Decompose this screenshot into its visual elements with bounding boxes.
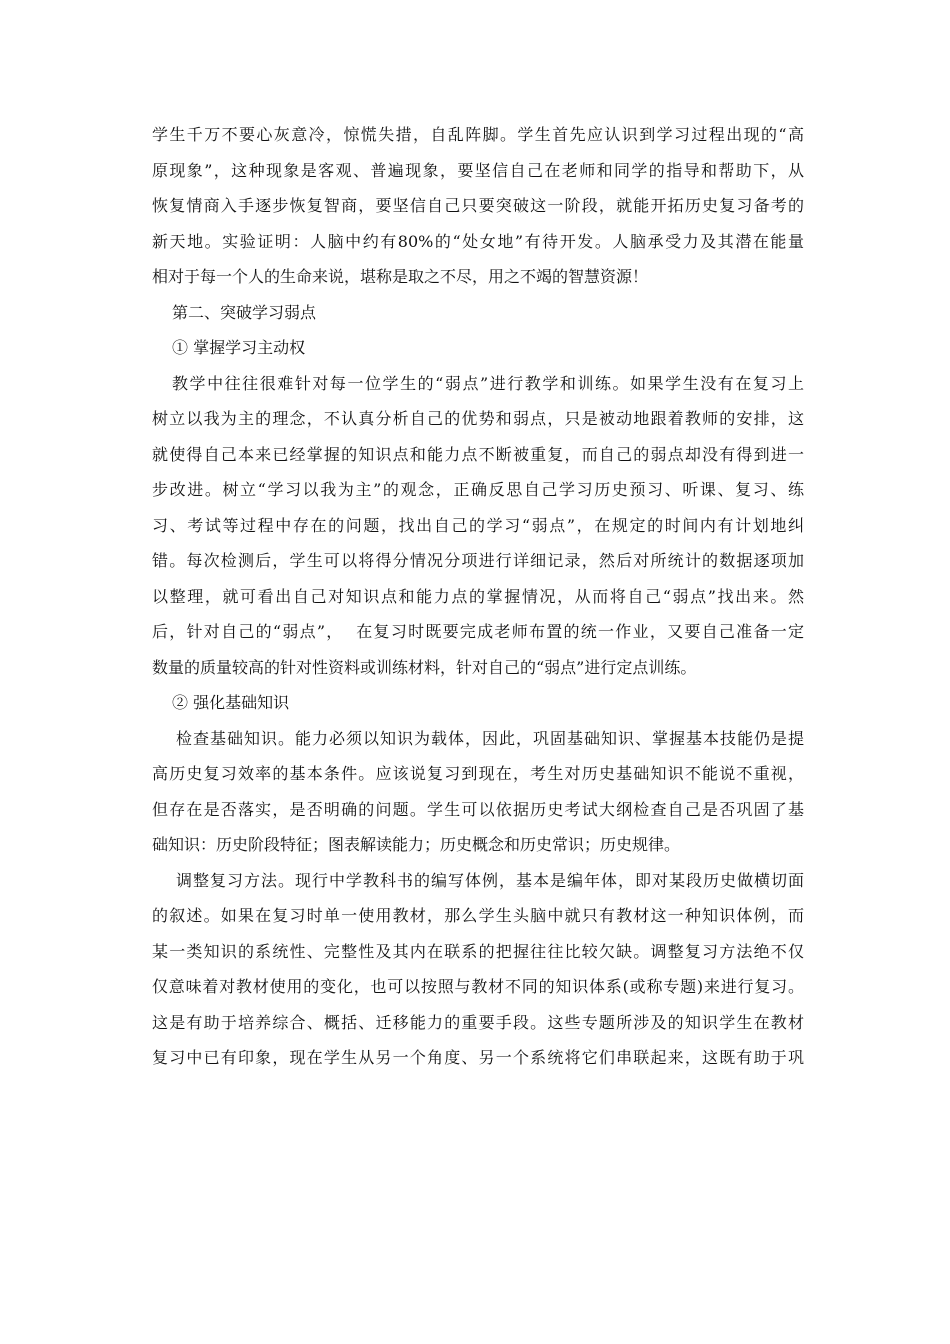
text-line: 后，针对自己的“弱点”， 在复习时既要完成老师布置的统一作业，又要自己准备一定 — [152, 622, 804, 641]
text-line: 树立以我为主的理念，不认真分析自己的优势和弱点，只是被动地跟着教师的安排，这 — [152, 409, 804, 428]
text-line: 复习中已有印象，现在学生从另一个角度、另一个系统将它们串联起来，这既有助于巩 — [152, 1048, 804, 1067]
text-line: 错。每次检测后，学生可以将得分情况分项进行详细记录，然后对所统计的数据逐项加 — [152, 551, 804, 570]
text-line: 原现象”，这种现象是客观、普遍现象，要坚信自己在老师和同学的指导和帮助下，从 — [152, 160, 804, 180]
text-line: 教学中往往很难针对每一位学生的“弱点”进行教学和训练。如果学生没有在复习上 — [172, 373, 804, 393]
text-line: 但存在是否落实，是否明确的问题。学生可以依据历史考试大纲检查自己是否巩固了基 — [152, 799, 804, 819]
paragraph-initiative — [152, 366, 804, 686]
text-line: 学生千万不要心灰意冷，惊慌失措，自乱阵脚。学生首先应认识到学习过程出现的“高 — [152, 125, 804, 144]
subsection-heading: ② 强化基础知识 — [172, 693, 290, 712]
text-line: 步改进。树立“学习以我为主”的观念，正确反思自己学习历史预习、听课、复习、练 — [152, 480, 804, 499]
text-line: 恢复情商入手逐步恢复智商，要坚信自己只要突破这一阶段，就能开拓历史复习备考的 — [152, 196, 804, 215]
paragraph-methods — [152, 863, 804, 1076]
text-line: 的叙述。如果在复习时单一使用教材，那么学生头脑中就只有教材这一种知识体例，而 — [152, 906, 804, 925]
subsection-heading: ① 掌握学习主动权 — [172, 338, 306, 357]
text-line: 数量的质量较高的针对性资料或训练材料，针对自己的“弱点”进行定点训练。 — [152, 657, 697, 677]
paragraph-basics — [152, 721, 804, 863]
text-line: 以整理，就可看出自己对知识点和能力点的掌握情况，从而将自己“弱点”找出来。然 — [152, 586, 804, 606]
text-line: 这是有助于培养综合、概括、迁移能力的重要手段。这些专题所涉及的知识学生在教材 — [152, 1012, 804, 1032]
text-line: 仅意味着对教材使用的变化，也可以按照与教材不同的知识体系(或称专题)来进行复习。 — [152, 977, 804, 996]
text-line: 相对于每一个人的生命来说，堪称是取之不尽，用之不竭的智慧资源！ — [152, 267, 649, 286]
text-line: 检查基础知识。能力必须以知识为载体，因此，巩固基础知识、掌握基本技能仍是提 — [176, 728, 804, 748]
text-line: 就使得自己本来已经掌握的知识点和能力点不断被重复，而自己的弱点却没有得到进一 — [152, 444, 804, 464]
paragraph-plateau — [152, 117, 804, 295]
text-line: 础知识：历史阶段特征；图表解读能力；历史概念和历史常识；历史规律。 — [152, 835, 681, 854]
text-line: 调整复习方法。现行中学教科书的编写体例，基本是编年体，即对某段历史做横切面 — [176, 870, 804, 890]
text-line: 某一类知识的系统性、完整性及其内在联系的把握往往比较欠缺。调整复习方法绝不仅 — [152, 941, 804, 961]
section-heading: 第二、突破学习弱点 — [172, 302, 317, 322]
document-body — [152, 117, 804, 1076]
text-line: 习、考试等过程中存在的问题，找出自己的学习“弱点”，在规定的时间内有计划地纠 — [152, 515, 804, 535]
text-line: 高历史复习效率的基本条件。应该说复习到现在，考生对历史基础知识不能说不重视， — [152, 764, 804, 783]
text-line: 新天地。实验证明：人脑中约有80%的“处女地”有待开发。人脑承受力及其潜在能量 — [152, 231, 804, 251]
